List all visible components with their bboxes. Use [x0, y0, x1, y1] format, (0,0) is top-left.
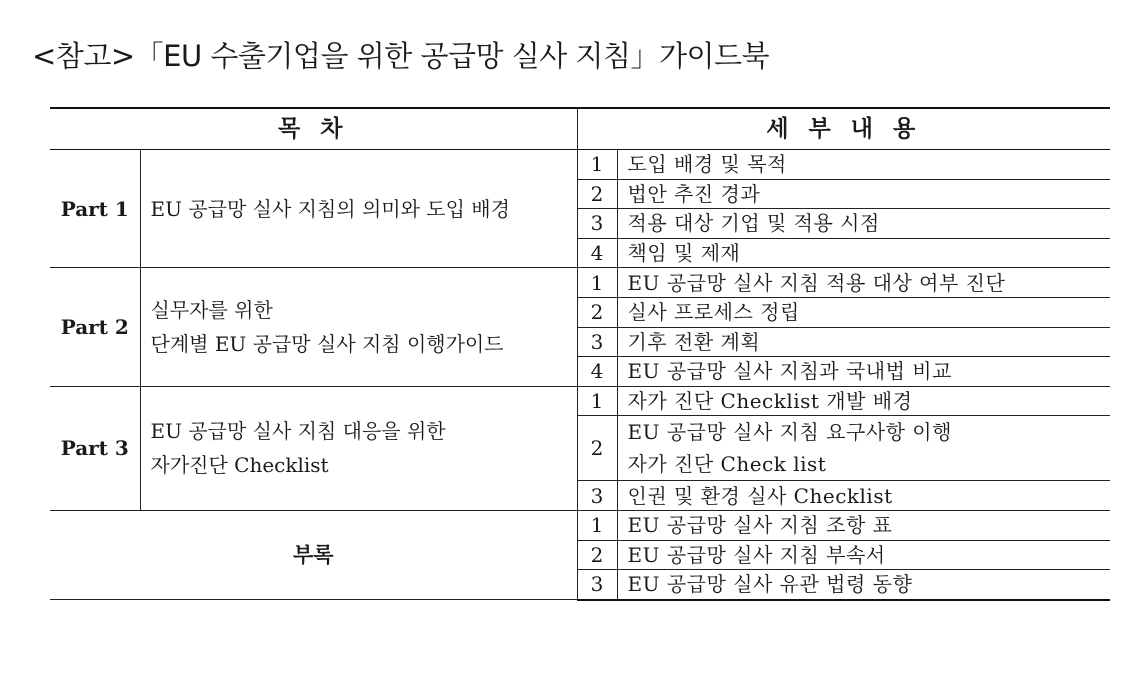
part-label: Part 3 — [50, 386, 140, 510]
item-text-line: 자가 진단 Check list — [627, 452, 827, 477]
item-number: 3 — [577, 209, 617, 239]
document-title: <참고>「EU 수출기업을 위한 공급망 실사 지침」가이드북 — [32, 39, 770, 73]
part-title — [140, 386, 577, 510]
part-label: Part 2 — [50, 268, 140, 386]
table-row — [50, 510, 1110, 540]
item-number: 2 — [577, 416, 617, 481]
table-row — [50, 268, 1110, 298]
item-number: 4 — [577, 357, 617, 387]
item-text: 자가 진단 Checklist 개발 배경 — [617, 386, 1110, 416]
item-number: 2 — [577, 179, 617, 209]
item-number: 3 — [577, 327, 617, 357]
item-number: 1 — [577, 150, 617, 180]
part-title-line: 실무자를 위한 — [150, 298, 273, 323]
part-title-line: EU 공급망 실사 지침 대응을 위한 — [150, 419, 446, 444]
item-text: 책임 및 제재 — [617, 238, 1110, 268]
table-of-contents — [50, 107, 1110, 601]
item-text: EU 공급망 실사 지침 조항 표 — [617, 510, 1110, 540]
toc-header: 목 차 — [50, 108, 577, 150]
item-text: 기후 전환 계획 — [617, 327, 1110, 357]
item-number: 3 — [577, 570, 617, 600]
item-text: 도입 배경 및 목적 — [617, 150, 1110, 180]
part-title — [140, 268, 577, 386]
table-header-row — [50, 108, 1110, 150]
item-text — [617, 416, 1110, 481]
part-title-line: 자가진단 Checklist — [150, 453, 329, 478]
item-number: 1 — [577, 386, 617, 416]
item-number: 4 — [577, 238, 617, 268]
table-row — [50, 386, 1110, 416]
item-text-line: EU 공급망 실사 지침 요구사항 이행 — [627, 420, 952, 445]
item-text: 실사 프로세스 정립 — [617, 297, 1110, 327]
item-text: EU 공급망 실사 지침 적용 대상 여부 진단 — [617, 268, 1110, 298]
appendix-label: 부록 — [50, 510, 577, 599]
part-title — [140, 150, 577, 268]
item-text: 법안 추진 경과 — [617, 179, 1110, 209]
item-number: 2 — [577, 540, 617, 570]
item-number: 3 — [577, 481, 617, 511]
item-number: 1 — [577, 268, 617, 298]
part-title-line: 단계별 EU 공급망 실사 지침 이행가이드 — [150, 332, 504, 357]
part-label: Part 1 — [50, 150, 140, 268]
part-title-line: EU 공급망 실사 지침의 의미와 도입 배경 — [150, 196, 510, 221]
item-number: 1 — [577, 510, 617, 540]
item-text: EU 공급망 실사 지침과 국내법 비교 — [617, 357, 1110, 387]
item-number: 2 — [577, 297, 617, 327]
table-row — [50, 150, 1110, 180]
item-text: 인권 및 환경 실사 Checklist — [617, 481, 1110, 511]
item-text: 적용 대상 기업 및 적용 시점 — [617, 209, 1110, 239]
detail-header: 세 부 내 용 — [577, 108, 1110, 150]
item-text: EU 공급망 실사 지침 부속서 — [617, 540, 1110, 570]
item-text: EU 공급망 실사 유관 법령 동향 — [617, 570, 1110, 600]
